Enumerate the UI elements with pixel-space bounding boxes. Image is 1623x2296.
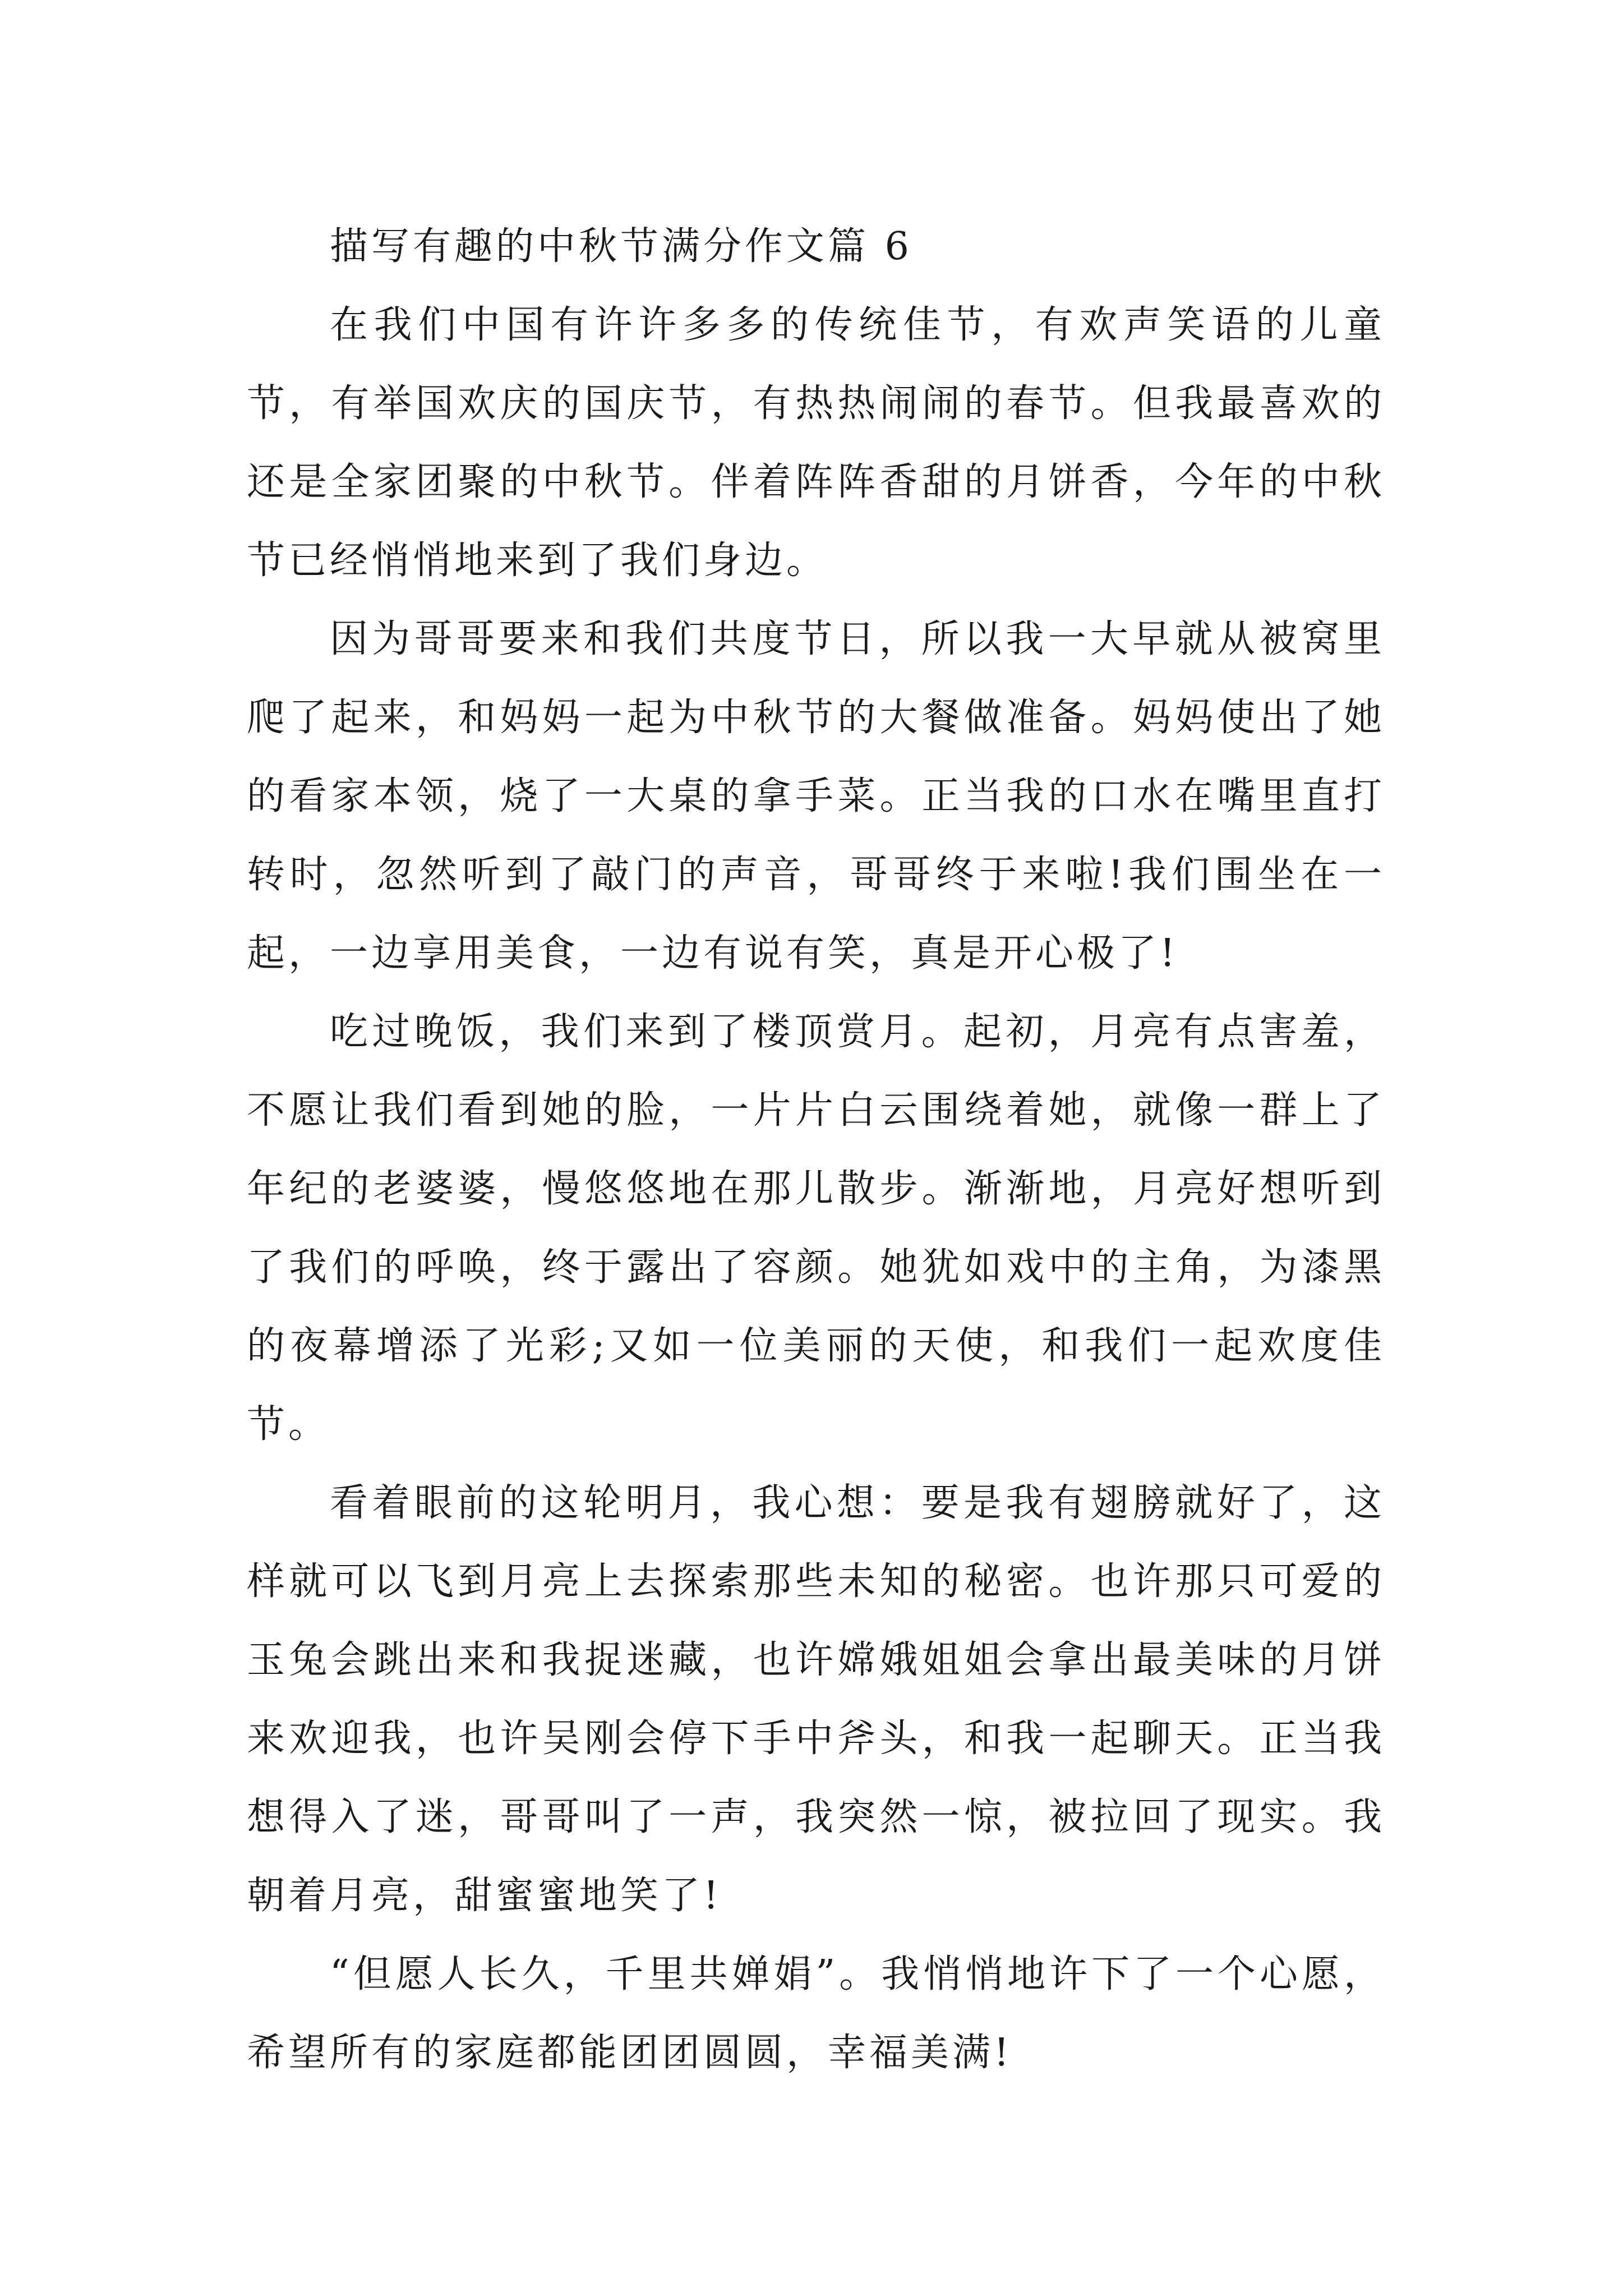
paragraph-3: 吃过晚饭，我们来到了楼顶赏月。起初，月亮有点害羞，不愿让我们看到她的脸，一片片白云围绕着她，就像一群上了年纪的老婆婆，慢悠悠地在那儿散步。渐渐地，月亮好想听到了我们的呼唤，终于露出了容颜。她犹如戏中的主角，为漆黑的夜幕增添了光彩;又如一位美丽的天使，和我们一起欢度佳节。 (247, 1010, 1385, 1447)
article-title: 描写有趣的中秋节满分作文篇 6 (330, 224, 912, 269)
paragraph-5: “但愿人长久，千里共婵娟”。我悄悄地许下了一个心愿，希望所有的家庭都能团团圆圆，幸福美满! (247, 1952, 1385, 2075)
paragraph-2: 因为哥哥要来和我们共度节日，所以我一大早就从被窝里爬了起来，和妈妈一起为中秋节的大餐做准备。妈妈使出了她的看家本领，烧了一大桌的拿手菜。正当我的口水在嘴里直打转时，忽然听到了敲门的声音，哥哥终于来啦!我们围坐在一起，一边享用美食，一边有说有笑，真是开心极了! (247, 617, 1385, 976)
paragraph-4: 看着眼前的这轮明月，我心想：要是我有翅膀就好了，这样就可以飞到月亮上去探索那些未知的秘密。也许那只可爱的玉兔会跳出来和我捉迷藏，也许嫦娥姐姐会拿出最美味的月饼来欢迎我，也许吴刚会停下手中斧头，和我一起聊天。正当我想得入了迷，哥哥叫了一声，我突然一惊，被拉回了现实。我朝着月亮，甜蜜蜜地笑了! (247, 1481, 1385, 1918)
paragraph-1: 在我们中国有许许多多的传统佳节，有欢声笑语的儿童节，有举国欢庆的国庆节，有热热闹闹的春节。但我最喜欢的还是全家团聚的中秋节。伴着阵阵香甜的月饼香，今年的中秋节已经悄悄地来到了我们身边。 (247, 303, 1385, 583)
article-body (247, 208, 1385, 2092)
